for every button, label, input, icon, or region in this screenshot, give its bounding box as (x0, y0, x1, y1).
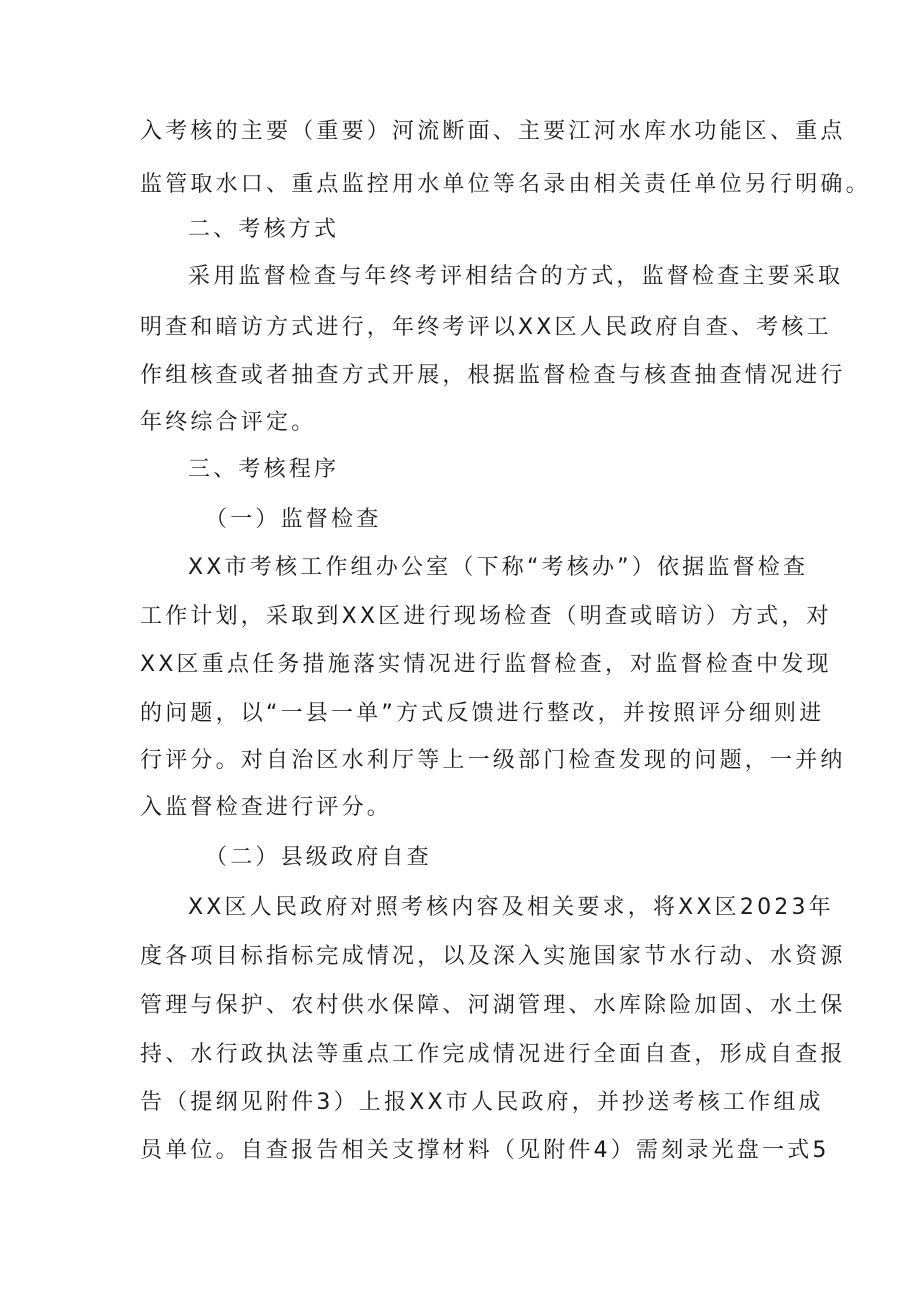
body-text-line: 作组核查或者抽查方式开展，根据监督检查与核查抽查情况进行 (140, 363, 846, 388)
body-text-line: 告（提纲见附件3）上报XX市人民政府，并抄送考核工作组成 (140, 1090, 824, 1115)
body-text-line: XX区重点任务措施落实情况进行监督检查，对监督检查中发现 (140, 652, 832, 677)
body-text-line: 入监督检查进行评分。 (140, 795, 393, 820)
section-heading: 三、考核程序 (188, 457, 340, 482)
body-text-line: 的问题，以“一县一单”方式反馈进行整改，并按照评分细则进 (140, 701, 825, 726)
body-text-line: 员单位。自查报告相关支撑材料（见附件4）需刻录光盘一式5 (140, 1138, 830, 1163)
body-text-line: 工作计划，采取到XX区进行现场检查（明查或暗访）方式，对 (140, 604, 832, 629)
body-text-line: 年终综合评定。 (140, 410, 317, 435)
body-text-line: XX市考核工作组办公室（下称“考核办”）依据监督检查 (188, 555, 809, 580)
body-text-line: XX区人民政府对照考核内容及相关要求，将XX区2023年 (188, 895, 834, 920)
body-text-line: 采用监督检查与年终考评相结合的方式，监督检查主要采取 (188, 264, 844, 289)
subsection-heading: （一）监督检查 (205, 507, 382, 532)
body-text-line: 监管取水口、重点监控用水单位等名录由相关责任单位另行明确。 (140, 172, 871, 197)
subsection-heading: （二）县级政府自查 (205, 845, 432, 870)
section-heading: 二、考核方式 (188, 217, 340, 242)
body-text-line: 管理与保护、农村供水保障、河湖管理、水库除险加固、水土保 (140, 993, 846, 1018)
body-text-line: 入考核的主要（重要）河流断面、主要江河水库水功能区、重点 (140, 119, 846, 144)
body-text-line: 持、水行政执法等重点工作完成情况进行全面自查，形成自查报 (140, 1042, 846, 1067)
body-text-line: 行评分。对自治区水利厅等上一级部门检查发现的问题，一并纳 (140, 748, 846, 773)
body-text-line: 度各项目标指标完成情况，以及深入实施国家节水行动、水资源 (140, 944, 846, 969)
body-text-line: 明查和暗访方式进行，年终考评以XX区人民政府自查、考核工 (140, 315, 832, 340)
